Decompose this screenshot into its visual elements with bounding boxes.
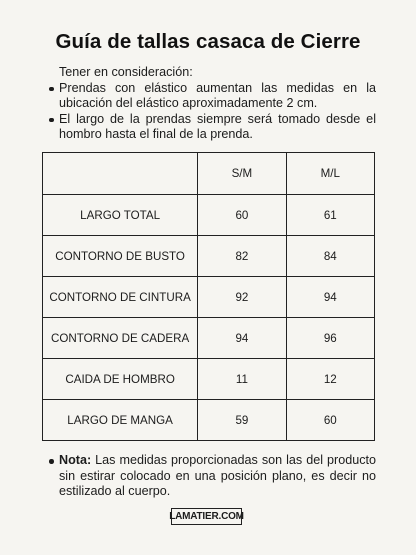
table-row [43, 318, 375, 359]
brand-logo: LAMATIER.COM [171, 508, 242, 525]
value-sm: 92 [198, 277, 286, 318]
table-row [43, 359, 375, 400]
value-ml: 84 [286, 236, 374, 277]
measure-label: CONTORNO DE BUSTO [43, 236, 198, 277]
value-sm: 59 [198, 400, 286, 441]
value-sm: 60 [198, 195, 286, 236]
measure-label: CONTORNO DE CADERA [43, 318, 198, 359]
consideration-item: El largo de la prendas siempre será tomado desde el hombro hasta el final de la prenda. [48, 112, 376, 143]
table-row [43, 400, 375, 441]
value-sm: 82 [198, 236, 286, 277]
table-row [43, 195, 375, 236]
size-table [42, 152, 375, 441]
value-ml: 96 [286, 318, 374, 359]
measure-label: CAIDA DE HOMBRO [43, 359, 198, 400]
header-cell-sm: S/M [198, 153, 286, 195]
value-ml: 61 [286, 195, 374, 236]
value-ml: 12 [286, 359, 374, 400]
header-cell-ml: M/L [286, 153, 374, 195]
table-header-row [43, 153, 375, 195]
value-sm: 11 [198, 359, 286, 400]
table-row [43, 236, 375, 277]
consideration-item: Prendas con elástico aumentan las medidas en la ubicación del elástico aproximadamente 2 cm. [48, 81, 376, 112]
considerations-list [48, 81, 376, 143]
measure-label: LARGO DE MANGA [43, 400, 198, 441]
measure-label: LARGO TOTAL [43, 195, 198, 236]
value-ml: 60 [286, 400, 374, 441]
note-section [48, 453, 376, 500]
note-text: Las medidas proporcionadas son las del producto sin estirar colocado en una posición plano, es decir no estilizado al cuerpo. [59, 453, 377, 499]
value-ml: 94 [286, 277, 374, 318]
measure-label: CONTORNO DE CINTURA [43, 277, 198, 318]
considerations-heading: Tener en consideración: [59, 65, 193, 79]
page-title: Guía de tallas casaca de Cierre [55, 30, 361, 53]
table-row [43, 277, 375, 318]
note-label: Nota: [59, 453, 92, 467]
value-sm: 94 [198, 318, 286, 359]
header-cell-empty [43, 153, 198, 195]
note-item [48, 453, 376, 500]
considerations-section [48, 65, 376, 143]
